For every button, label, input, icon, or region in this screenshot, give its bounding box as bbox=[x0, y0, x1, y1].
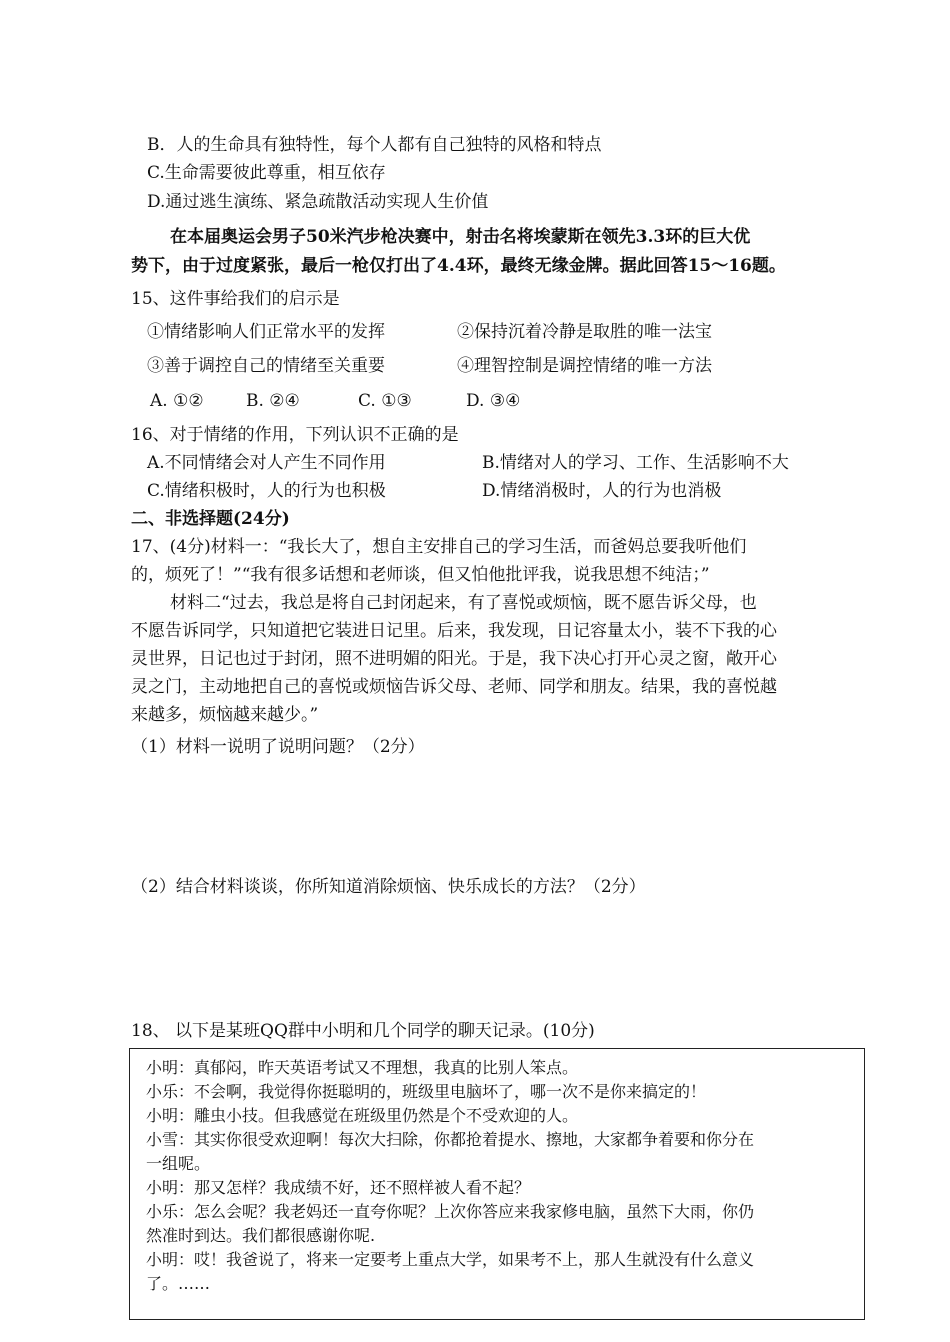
chat-line: 小乐：怎么会呢？我老妈还一直夸你呢？上次你答应来我家修电脑，虽然下大雨，你仍 bbox=[146, 1202, 755, 1221]
q15-stem: 15、这件事给我们的启示是 bbox=[131, 289, 340, 309]
q16-stem: 16、对于情绪的作用，下列认识不正确的是 bbox=[131, 425, 459, 445]
q15-statement-3: ③善于调控自己的情绪至关重要 bbox=[147, 356, 385, 376]
q16-choice-b: B.情绪对人的学习、工作、生活影响不大 bbox=[482, 453, 789, 473]
q15-statement-2: ②保持沉着冷静是取胜的唯一法宝 bbox=[457, 322, 712, 342]
q15-choice-c: C. ①③ bbox=[358, 391, 412, 411]
chat-line: 一组呢。 bbox=[146, 1154, 211, 1173]
q17-sub2: （2）结合材料谈谈，你所知道消除烦恼、快乐成长的方法？（2分） bbox=[131, 877, 646, 897]
q16-choice-d: D.情绪消极时，人的行为也消极 bbox=[482, 481, 722, 501]
chat-line: 小明：雕虫小技。但我感觉在班级里仍然是个不受欢迎的人。 bbox=[146, 1106, 579, 1125]
q17-line: 灵世界，日记也过于封闭，照不进明媚的阳光。于是，我下决心打开心灵之窗，敞开心 bbox=[131, 649, 777, 669]
q17-line: 不愿告诉同学，只知道把它装进日记里。后来，我发现，日记容量太小，装不下我的心 bbox=[131, 621, 777, 641]
q15-choice-a: A. ①② bbox=[150, 391, 204, 411]
q17-line: 材料二“过去，我总是将自己封闭起来，有了喜悦或烦恼，既不愿告诉父母，也 bbox=[170, 593, 757, 613]
material-line: 在本届奥运会男子50米汽步枪决赛中，射击名将埃蒙斯在领先3.3环的巨大优 bbox=[170, 227, 751, 247]
q18-stem: 18、 以下是某班QQ群中小明和几个同学的聊天记录。(10分) bbox=[131, 1021, 595, 1041]
q15-statement-4: ④理智控制是调控情绪的唯一方法 bbox=[457, 356, 712, 376]
chat-line: 小乐：不会啊，我觉得你挺聪明的，班级里电脑坏了，哪一次不是你来搞定的！ bbox=[146, 1082, 707, 1101]
q16-choice-c: C.情绪积极时，人的行为也积极 bbox=[147, 481, 386, 501]
q17-line: 的，烦死了！”“我有很多话想和老师谈，但又怕他批评我，说我思想不纯洁；” bbox=[131, 565, 710, 585]
option-c: C.生命需要彼此尊重，相互依存 bbox=[147, 163, 386, 183]
q16-choice-a: A.不同情绪会对人产生不同作用 bbox=[147, 453, 386, 473]
chat-line: 然准时到达。我们都很感谢你呢. bbox=[146, 1226, 376, 1245]
q17-line: 来越多，烦恼越来越少。” bbox=[131, 705, 319, 725]
chat-line: 小明：哎！我爸说了，将来一定要考上重点大学，如果考不上，那人生就没有什么意义 bbox=[146, 1250, 755, 1269]
chat-line: 小雪：其实你很受欢迎啊！每次大扫除，你都抢着提水、擦地，大家都争着要和你分在 bbox=[146, 1130, 755, 1149]
chat-line: 了。…… bbox=[146, 1274, 211, 1293]
q17-sub1: （1）材料一说明了说明问题？（2分） bbox=[131, 737, 425, 757]
chat-line: 小明：那又怎样？我成绩不好，还不照样被人看不起？ bbox=[146, 1178, 531, 1197]
section-2-title: 二、非选择题(24分) bbox=[131, 509, 290, 529]
option-b: B．人的生命具有独特性，每个人都有自己独特的风格和特点 bbox=[147, 135, 602, 155]
chat-log-box bbox=[129, 1048, 865, 1320]
q15-statement-1: ①情绪影响人们正常水平的发挥 bbox=[147, 322, 385, 342]
option-d: D.通过逃生演练、紧急疏散活动实现人生价值 bbox=[147, 192, 489, 212]
q15-choice-d: D. ③④ bbox=[466, 391, 521, 411]
material-line: 势下，由于过度紧张，最后一枪仅打出了4.4环，最终无缘金牌。据此回答15～16题。 bbox=[131, 256, 786, 276]
q17-line: 17、(4分)材料一：“我长大了，想自主安排自己的学习生活，而爸妈总要我听他们 bbox=[131, 537, 747, 557]
chat-line: 小明：真郁闷，昨天英语考试又不理想，我真的比别人笨点。 bbox=[146, 1058, 579, 1077]
q17-line: 灵之门，主动地把自己的喜悦或烦恼告诉父母、老师、同学和朋友。结果，我的喜悦越 bbox=[131, 677, 777, 697]
q15-choice-b: B. ②④ bbox=[246, 391, 300, 411]
